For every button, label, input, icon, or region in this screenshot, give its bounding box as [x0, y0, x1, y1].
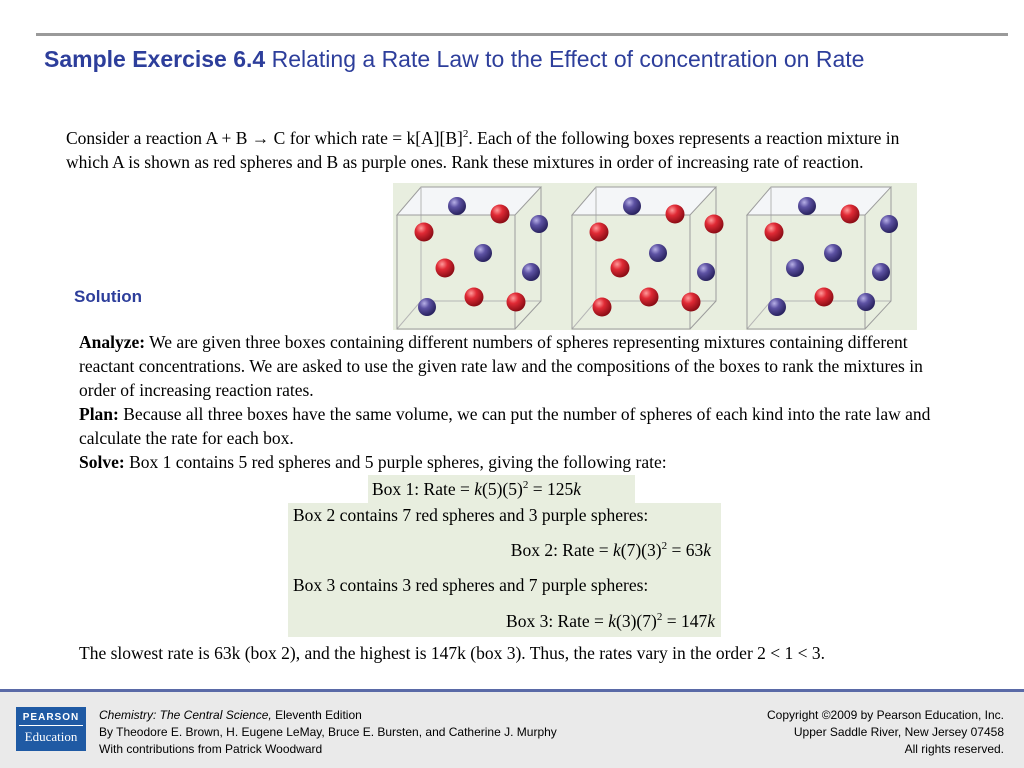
box2-rate-equation: Box 2: Rate = $k(7)(3)^2 = 63k$ — [510, 540, 711, 560]
red-sphere — [765, 223, 784, 242]
red-sphere — [590, 223, 609, 242]
footer — [0, 689, 1024, 768]
footer-citation — [99, 707, 557, 758]
purple-sphere — [522, 263, 540, 281]
problem-superscript: 2 — [462, 128, 469, 141]
title-topic: Relating a Rate Law to the Effect of concentration on Rate — [265, 46, 865, 72]
purple-sphere — [872, 263, 890, 281]
red-sphere — [705, 215, 724, 234]
red-sphere — [415, 223, 434, 242]
reaction-boxes-figure — [393, 183, 917, 330]
analyze-label: Analyze: — [79, 332, 146, 352]
header-rule — [36, 33, 1008, 36]
rate-equations-panel — [288, 503, 721, 637]
box3-description: Box 3 contains 3 red spheres and 7 purple spheres: — [293, 575, 649, 595]
purple-sphere — [697, 263, 715, 281]
reaction-box-3 — [747, 187, 898, 329]
purple-sphere — [768, 298, 786, 316]
analyze-paragraph — [79, 330, 949, 402]
purple-sphere — [824, 244, 842, 262]
box3-rate-equation: Box 3: Rate = $k(3)(7)^2 = 147k$ — [506, 611, 715, 631]
red-sphere — [666, 205, 685, 224]
red-sphere — [640, 288, 659, 307]
conclusion-text: The slowest rate is 63k (box 2), and the highest is 147k (box 3). Thus, the rates vary in the order 2 < 1 < 3. — [79, 643, 826, 663]
plan-text: Because all three boxes have the same volume, we can put the number of spheres of each kind into the rate law and calculate the rate for each box. — [79, 404, 931, 448]
footer-copyright — [767, 707, 1004, 758]
purple-sphere — [530, 215, 548, 233]
solve-text: Box 1 contains 5 red spheres and 5 purple spheres, giving the following rate: — [124, 452, 667, 472]
problem-text-2: . Each of the following boxes represents a reaction mixture in which A is shown as red spheres and B as purple ones. Rank these mixtures in order of increasing rate of reaction. — [66, 128, 900, 172]
problem-text-1: Consider a reaction A + B → C for which rate = k[A][B] — [66, 128, 463, 148]
analyze-text: We are given three boxes containing different numbers of spheres representing mixtures containing different reactant concentrations. We are asked to use the given rate law and the compositions of the boxes to rank the mixtures in order of increasing reaction rates. — [79, 332, 923, 400]
solution-heading: Solution — [74, 287, 142, 306]
purple-sphere — [448, 197, 466, 215]
red-sphere — [436, 259, 455, 278]
purple-sphere — [623, 197, 641, 215]
plan-paragraph — [79, 402, 949, 450]
plan-label: Plan: — [79, 404, 119, 424]
copyright-line: Copyright ©2009 by Pearson Education, Inc. — [767, 708, 1004, 722]
title-exercise-number: Sample Exercise 6.4 — [44, 46, 266, 72]
solve-label: Solve: — [79, 452, 125, 472]
purple-sphere — [880, 215, 898, 233]
solve-paragraph — [79, 450, 949, 474]
pearson-logo: PEARSON Education — [16, 707, 86, 751]
box1-rate-equation: Box 1: Rate = $k(5)(5)^2 = 125k$ — [368, 475, 635, 504]
red-sphere — [507, 293, 526, 312]
red-sphere — [611, 259, 630, 278]
reaction-box-2 — [572, 187, 724, 329]
red-sphere — [841, 205, 860, 224]
purple-sphere — [798, 197, 816, 215]
purple-sphere — [857, 293, 875, 311]
page-title — [44, 46, 864, 73]
footer-authors: By Theodore E. Brown, H. Eugene LeMay, Bruce E. Bursten, and Catherine J. Murphy — [99, 725, 557, 739]
red-sphere — [682, 293, 701, 312]
rights-line: All rights reserved. — [904, 742, 1004, 756]
box2-description: Box 2 contains 7 red spheres and 3 purple spheres: — [293, 505, 649, 525]
red-sphere — [465, 288, 484, 307]
reaction-box-1 — [397, 187, 548, 329]
purple-sphere — [786, 259, 804, 277]
purple-sphere — [474, 244, 492, 262]
footer-contributions: With contributions from Patrick Woodward — [99, 742, 323, 756]
footer-book-line: Chemistry: The Central Science, Eleventh Edition — [99, 708, 362, 722]
problem-statement — [66, 126, 946, 174]
purple-sphere — [418, 298, 436, 316]
red-sphere — [593, 298, 612, 317]
red-sphere — [815, 288, 834, 307]
red-sphere — [491, 205, 510, 224]
purple-sphere — [649, 244, 667, 262]
address-line: Upper Saddle River, New Jersey 07458 — [793, 725, 1004, 739]
